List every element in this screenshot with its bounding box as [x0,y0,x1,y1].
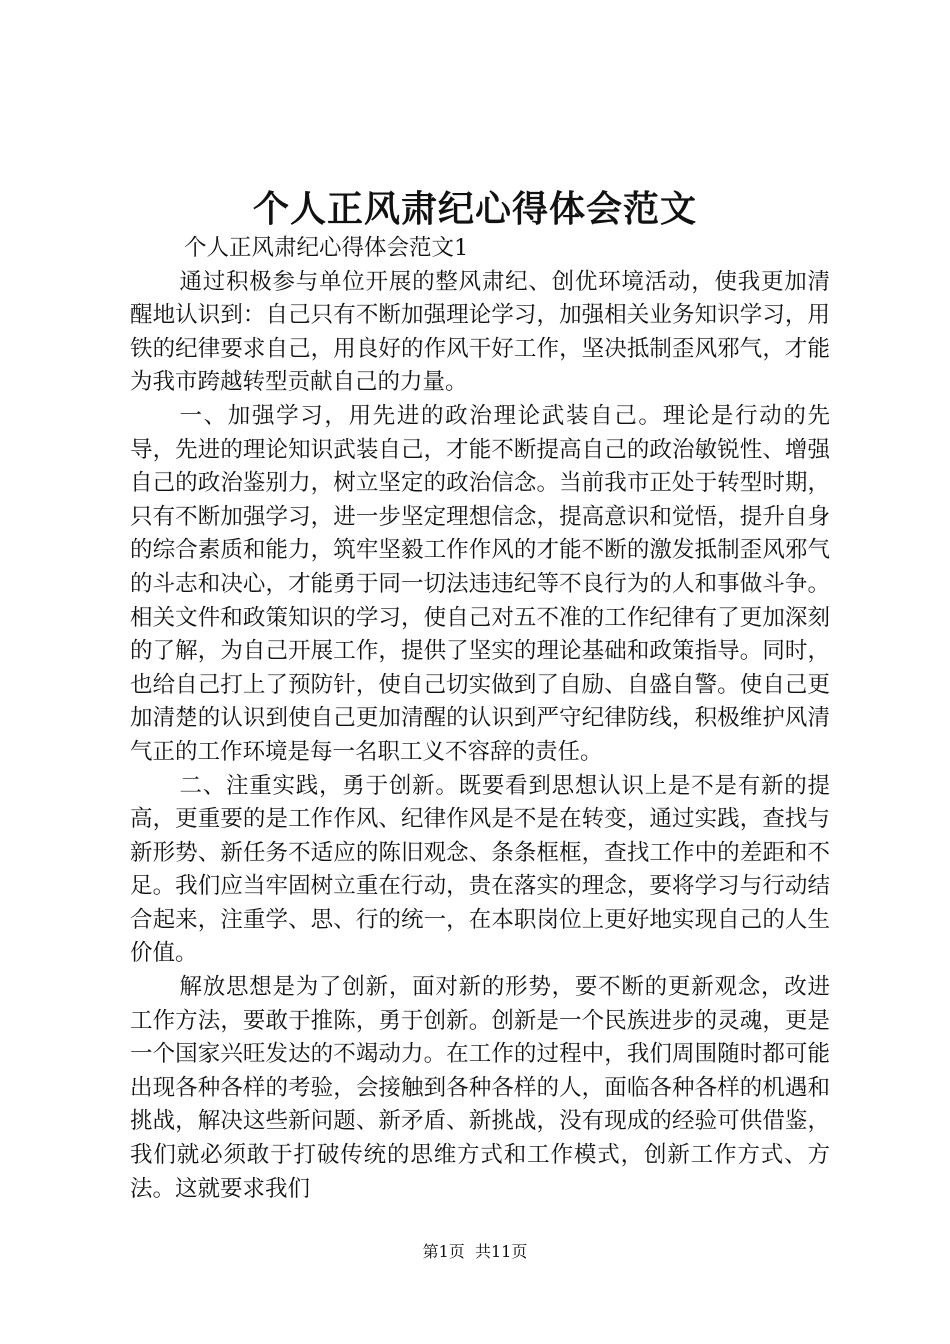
section-subtitle: 个人正风肃纪心得体会范文1 [184,235,469,261]
paragraph-innovation: 解放思想是为了创新，面对新的形势，要不断的更新观念，改进工作方法，要敢于推陈，勇于创新。创新是一个民族进步的灵魂，更是一个国家兴旺发达的不竭动力。在工作的过程中，我们周围随时都可能出现各种各样的考验，会接触到各种各样的人，面临各种各样的机遇和挑战，解决这些新问题、新矛盾、新挑战，没有现成的经验可供借鉴，我们就必须敢于打破传统的思维方式和工作模式，创新工作方式、方法。这就要求我们 [130,974,830,1202]
document-title: 个人正风肃纪心得体会范文 [252,188,697,230]
page-footer [0,1241,950,1263]
document-body [130,232,830,1202]
footer-separator [465,1242,475,1261]
page-total: 共11页 [474,1242,528,1261]
page-number: 第1页 [422,1242,465,1261]
paragraph-study: 一、加强学习，用先进的政治理论武装自己。理论是行动的先导，先进的理论知识武装自己，才能不断提高自己的政治敏锐性、增强自己的政治鉴别力，树立坚定的政治信念。当前我市正处于转型时期，只有不断加强学习，进一步坚定理想信念，提高意识和觉悟，提升自身的综合素质和能力，筑牢坚毅工作作风的才能不断的激发抵制歪风邪气的斗志和决心，才能勇于同一切法违违纪等不良行为的人和事做斗争。相关文件和政策知识的学习，使自己对五不准的工作纪律有了更加深刻的了解，为自己开展工作，提供了坚实的理论基础和政策指导。同时，也给自己打上了预防针，使自己切实做到了自励、自盛自警。使自己更加清楚的认识到使自己更加清醒的认识到严守纪律防线，积极维护风清气正的工作环境是每一名职工义不容辞的责任。 [130,402,830,765]
paragraph-intro: 通过积极参与单位开展的整风肃纪、创优环境活动，使我更加清醒地认识到：自己只有不断加强理论学习，加强相关业务知识学习，用铁的纪律要求自己，用良好的作风干好工作，坚决抵制歪风邪气，才能为我市跨越转型贡献自己的力量。 [130,268,830,396]
paragraph-practice: 二、注重实践，勇于创新。既要看到思想认识上是不是有新的提高，更重要的是工作作风、纪律作风是不是在转变，通过实践，查找与新形势、新任务不适应的陈旧观念、条条框框，查找工作中的差距和不足。我们应当牢固树立重在行动，贵在落实的理念，要将学习与行动结合起来，注重学、思、行的统一，在本职岗位上更好地实现自己的人生价值。 [130,772,830,967]
